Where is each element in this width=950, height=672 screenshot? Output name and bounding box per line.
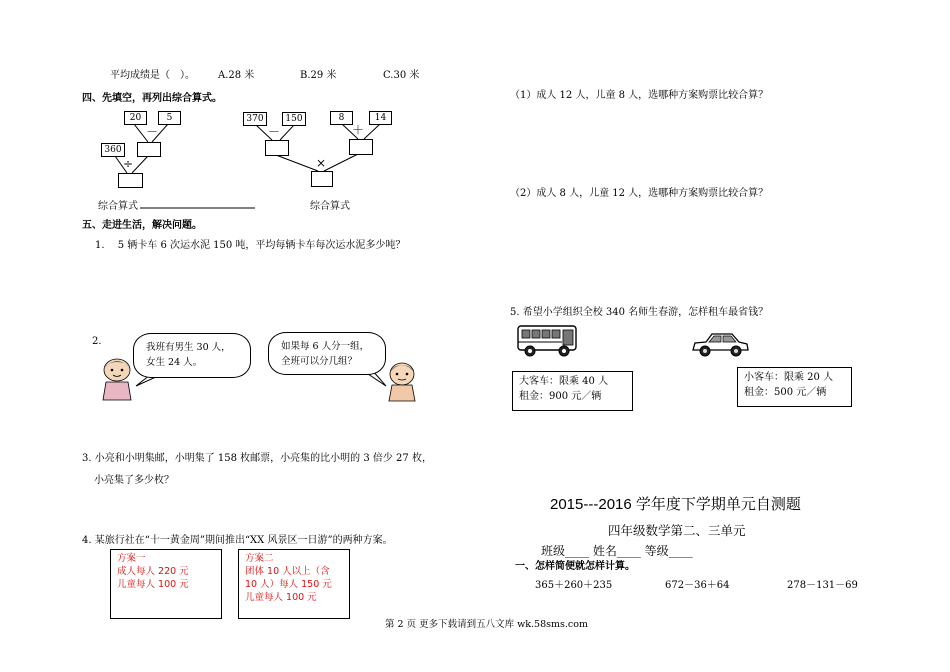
plan-two-group-price: 10 人）每人 150 元 [245,579,332,590]
section4-heading: 四、先填空，再列出综合算式。 [82,93,222,104]
car-info-box [737,367,852,407]
section5-heading: 五、走进生活，解决问题。 [82,220,202,231]
speech-bubble-groups: 如果每 6 人分一组，全班可以分几组？ [268,332,386,375]
question-1: 1. 5 辆卡车 6 次运水泥 150 吨，平均每辆卡车每次运水泥多少吨？ [95,240,406,251]
girl-cartoon-icon [384,360,420,402]
tree2-plus-sign: ＋ [352,123,365,137]
plan-two-title: 方案二 [245,553,274,564]
plan-two-group: 团体 10 人以上（含 [245,566,330,577]
tree2-box-8: 8 [330,111,353,125]
car-rent: 租金：500 元／辆 [744,387,827,398]
tree1-box-20: 20 [124,111,147,125]
calc-item-1: 365＋260＋235 [535,580,613,591]
tree2-box-370: 370 [243,112,267,126]
student-info-line: 班级____ 姓名____ 等级____ [541,544,693,558]
bus-icon [516,323,580,359]
question-3-line1: 3. 小亮和小明集邮，小明集了 158 枚邮票，小亮集的比小明的 3 倍少 27 枚， [82,453,432,464]
page-footer: 第 2 页 更多下载请到五八文库 wk.58sms.com [385,619,588,630]
average-option-c: C.30 米 [383,70,420,81]
bus-rent: 租金：900 元／辆 [519,391,602,402]
bus-capacity: 大客车：限乘 40 人 [519,376,609,387]
question-4: 4. 某旅行社在“十一黄金周”期间推出“XX 风景区一日游”的两种方案。 [82,535,393,546]
tree2-times-sign: × [316,156,327,170]
question-4-sub2: （2）成人 8 人，儿童 12 人，选哪种方案购票比较合算？ [510,188,769,199]
tree2-box-150: 150 [282,112,306,126]
page-title: 2015---2016 学年度下学期单元自测题 [550,496,801,513]
tree2-box-14: 14 [369,111,392,125]
plan-one-child: 儿童每人 100 元 [117,579,189,590]
page-subtitle: 四年级数学第二、三单元 [608,523,746,538]
plan-two-box [238,549,350,619]
car-capacity: 小客车：限乘 20 人 [744,372,834,383]
average-question: 平均成绩是（ ）。 [110,70,195,81]
speech-bubble-boys-girls: 我班有男生 30 人，女生 24 人。 [133,333,251,378]
question-5: 5. 希望小学组织全校 340 名师生春游，怎样租车最省钱？ [510,307,769,318]
tree1-box-5: 5 [158,111,181,125]
combined-formula-label-2: 综合算式 [310,201,350,212]
plan-one-adult: 成人每人 220 元 [117,566,189,577]
average-option-b: B.29 米 [300,70,337,81]
tree1-divide-sign: ÷ [123,157,134,171]
calc-item-3: 278－131－69 [787,580,858,591]
plan-one-box [110,549,222,619]
tree1-minus-sign: － [146,125,159,139]
car-icon [690,330,750,360]
combined-formula-label-1: 综合算式 [98,201,138,212]
question-3-line2: 小亮集了多少枚？ [94,475,174,486]
plan-two-child: 儿童每人 100 元 [245,592,317,603]
plan-one-title: 方案一 [117,553,146,564]
section1-heading: 一、怎样简便就怎样计算。 [515,561,635,572]
tree2-minus-sign: － [268,125,281,139]
bus-info-box [512,371,633,411]
question-2-number: 2. [92,336,102,347]
question-4-sub1: （1）成人 12 人，儿童 8 人，选哪种方案购票比较合算？ [510,90,769,101]
average-option-a: A.28 米 [218,70,255,81]
tree1-box-360: 360 [101,143,125,157]
calc-item-2: 672－36＋64 [665,580,730,591]
